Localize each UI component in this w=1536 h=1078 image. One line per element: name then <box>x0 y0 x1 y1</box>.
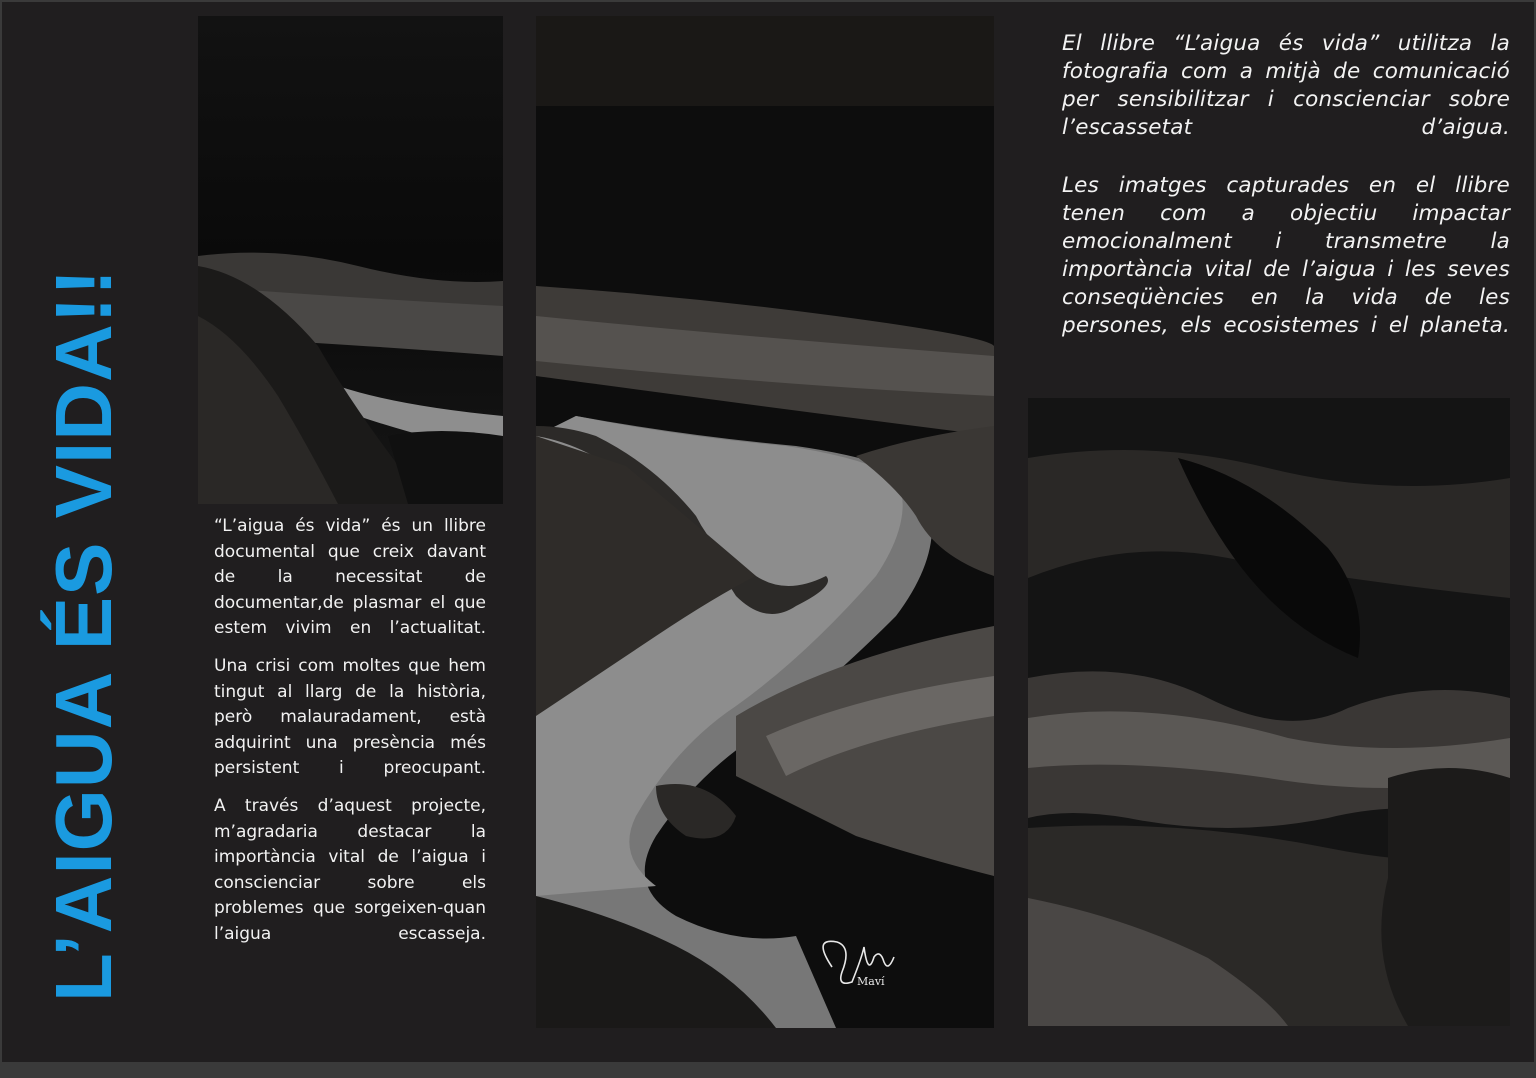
signature-text: Maví <box>857 975 885 988</box>
photo-reservoir-left <box>198 16 503 504</box>
left-body-text <box>214 514 486 960</box>
photo-canyon-right <box>1028 398 1510 1026</box>
photo-river-center <box>536 16 994 1028</box>
right-paragraph-2: Les imatges capturades en el llibre tenen com a objectiu impactar emocionalment i transmetre la importància vital de l’aigua i les seves conseqüències en la vida de les persones, els ecosistemes i el planeta. <box>1062 173 1510 338</box>
spread-page <box>2 2 1534 1062</box>
signature-mark <box>802 927 912 1002</box>
left-paragraph-3: A través d’aquest projecte, m’agradaria destacar la importància vital de l’aigua i conscienciar sobre els problemes que sorgeixen-quan l’aigua escasseja. <box>214 795 486 944</box>
left-paragraph-2: Una crisi com moltes que hem tingut al llarg de la història, però malauradament, està adquirint una presència més persistent i preocupant. <box>214 655 486 779</box>
vertical-title: L’AIGUA ÉS VIDA!! <box>39 267 128 1002</box>
right-paragraph-1: El llibre “L’aigua és vida” utilitza la fotografia com a mitjà de comunicació per sensibilitzar i conscienciar sobre l’escassetat d’aigua. <box>1062 31 1510 140</box>
left-paragraph-1: “L’aigua és vida” és un llibre documental que creix davant de la necessitat de documentar,de plasmar el que estem vivim en l’actualitat. <box>214 516 486 639</box>
right-body-text <box>1062 30 1510 370</box>
